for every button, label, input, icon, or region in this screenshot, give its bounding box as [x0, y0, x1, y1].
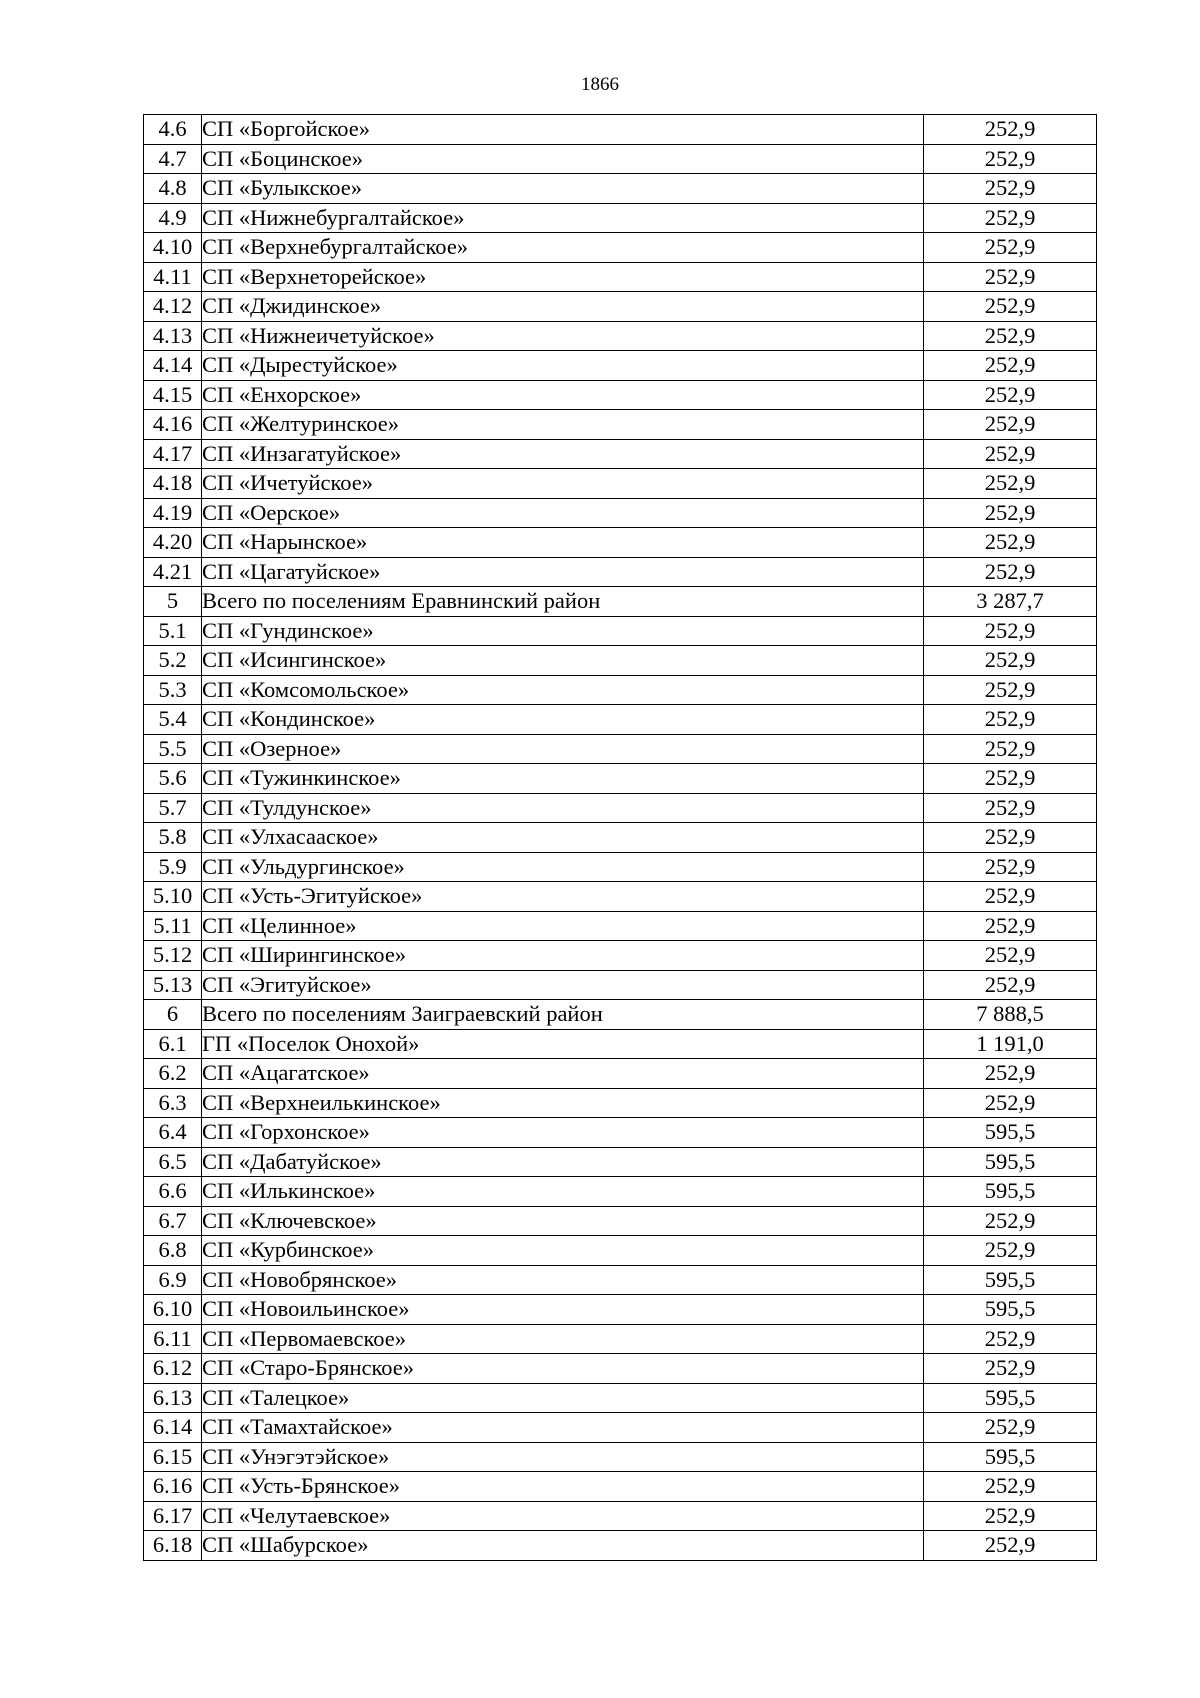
row-number-cell: 5.4 [144, 705, 202, 735]
settlement-name-cell: СП «Ацагатское» [202, 1059, 924, 1089]
amount-cell: 252,9 [924, 675, 1097, 705]
row-number-cell: 6.16 [144, 1472, 202, 1502]
settlement-name-cell: СП «Дырестуйское» [202, 351, 924, 381]
settlement-name-cell: ГП «Поселок Онохой» [202, 1029, 924, 1059]
row-number-cell: 6.15 [144, 1442, 202, 1472]
table-row [144, 970, 1097, 1000]
row-number-cell: 6.3 [144, 1088, 202, 1118]
row-number-cell: 6.2 [144, 1059, 202, 1089]
table-row [144, 321, 1097, 351]
row-number-cell: 5.9 [144, 852, 202, 882]
amount-cell: 252,9 [924, 1236, 1097, 1266]
amount-cell: 252,9 [924, 498, 1097, 528]
settlement-name-cell: СП «Нарынское» [202, 528, 924, 558]
row-number-cell: 4.18 [144, 469, 202, 499]
settlement-name-cell: СП «Эгитуйское» [202, 970, 924, 1000]
settlement-name-cell: СП «Оерское» [202, 498, 924, 528]
row-number-cell: 5.13 [144, 970, 202, 1000]
amount-cell: 252,9 [924, 262, 1097, 292]
row-number-cell: 6.17 [144, 1501, 202, 1531]
settlement-name-cell: СП «Комсомольское» [202, 675, 924, 705]
table-row [144, 941, 1097, 971]
table-row [144, 203, 1097, 233]
settlement-name-cell: СП «Илькинское» [202, 1177, 924, 1207]
amount-cell: 7 888,5 [924, 1000, 1097, 1030]
table-row [144, 1531, 1097, 1561]
row-number-cell: 6.11 [144, 1324, 202, 1354]
row-number-cell: 6.9 [144, 1265, 202, 1295]
table-body [144, 115, 1097, 1561]
row-number-cell: 5.2 [144, 646, 202, 676]
table-row [144, 528, 1097, 558]
amount-cell: 595,5 [924, 1265, 1097, 1295]
amount-cell: 252,9 [924, 1472, 1097, 1502]
table-row [144, 1118, 1097, 1148]
amount-cell: 252,9 [924, 233, 1097, 263]
table-row [144, 1442, 1097, 1472]
row-number-cell: 4.8 [144, 174, 202, 204]
settlement-name-cell: СП «Шабурское» [202, 1531, 924, 1561]
row-number-cell: 6 [144, 1000, 202, 1030]
table-row [144, 1501, 1097, 1531]
settlement-name-cell: СП «Верхнеторейское» [202, 262, 924, 292]
settlement-name-cell: СП «Челутаевское» [202, 1501, 924, 1531]
table-row [144, 705, 1097, 735]
amount-cell: 252,9 [924, 410, 1097, 440]
table-row [144, 734, 1097, 764]
settlement-name-cell: СП «Тамахтайское» [202, 1413, 924, 1443]
settlement-name-cell: СП «Нижнебургалтайское» [202, 203, 924, 233]
row-number-cell: 4.17 [144, 439, 202, 469]
table-row [144, 911, 1097, 941]
amount-cell: 252,9 [924, 380, 1097, 410]
settlement-name-cell: СП «Горхонское» [202, 1118, 924, 1148]
table-row [144, 1236, 1097, 1266]
amount-cell: 252,9 [924, 823, 1097, 853]
table-row [144, 882, 1097, 912]
row-number-cell: 5.11 [144, 911, 202, 941]
amount-cell: 252,9 [924, 174, 1097, 204]
settlement-name-cell: СП «Боргойское» [202, 115, 924, 145]
amount-cell: 595,5 [924, 1383, 1097, 1413]
table-row [144, 1000, 1097, 1030]
amount-cell: 252,9 [924, 793, 1097, 823]
amount-cell: 252,9 [924, 321, 1097, 351]
settlement-name-cell: СП «Дабатуйское» [202, 1147, 924, 1177]
settlement-name-cell: СП «Целинное» [202, 911, 924, 941]
table-row [144, 1383, 1097, 1413]
row-number-cell: 6.8 [144, 1236, 202, 1266]
row-number-cell: 5.10 [144, 882, 202, 912]
row-number-cell: 5.7 [144, 793, 202, 823]
row-number-cell: 4.12 [144, 292, 202, 322]
table-row [144, 587, 1097, 617]
amount-cell: 3 287,7 [924, 587, 1097, 617]
amount-cell: 252,9 [924, 439, 1097, 469]
settlement-name-cell: СП «Курбинское» [202, 1236, 924, 1266]
table-row [144, 144, 1097, 174]
settlement-name-cell: СП «Цагатуйское» [202, 557, 924, 587]
row-number-cell: 6.14 [144, 1413, 202, 1443]
row-number-cell: 4.15 [144, 380, 202, 410]
amount-cell: 252,9 [924, 970, 1097, 1000]
settlement-name-cell: СП «Ширингинское» [202, 941, 924, 971]
table-row [144, 1088, 1097, 1118]
row-number-cell: 5.5 [144, 734, 202, 764]
table-row [144, 852, 1097, 882]
row-number-cell: 6.4 [144, 1118, 202, 1148]
amount-cell: 252,9 [924, 1413, 1097, 1443]
row-number-cell: 5.8 [144, 823, 202, 853]
table-row [144, 1295, 1097, 1325]
settlement-name-cell: Всего по поселениям Заиграевский район [202, 1000, 924, 1030]
table-row [144, 1472, 1097, 1502]
settlement-name-cell: Всего по поселениям Еравнинский район [202, 587, 924, 617]
table-row [144, 1059, 1097, 1089]
settlement-name-cell: СП «Первомаевское» [202, 1324, 924, 1354]
amount-cell: 252,9 [924, 115, 1097, 145]
row-number-cell: 4.21 [144, 557, 202, 587]
table-row [144, 764, 1097, 794]
row-number-cell: 4.7 [144, 144, 202, 174]
table-row [144, 1354, 1097, 1384]
table-row [144, 292, 1097, 322]
amount-cell: 252,9 [924, 469, 1097, 499]
row-number-cell: 4.13 [144, 321, 202, 351]
row-number-cell: 6.18 [144, 1531, 202, 1561]
table-row [144, 616, 1097, 646]
settlement-name-cell: СП «Булыкское» [202, 174, 924, 204]
table-row [144, 115, 1097, 145]
row-number-cell: 4.9 [144, 203, 202, 233]
table-row [144, 410, 1097, 440]
amount-cell: 252,9 [924, 1501, 1097, 1531]
amount-cell: 252,9 [924, 1088, 1097, 1118]
settlement-name-cell: СП «Унэгэтэйское» [202, 1442, 924, 1472]
table-row [144, 262, 1097, 292]
settlement-name-cell: СП «Джидинское» [202, 292, 924, 322]
row-number-cell: 4.10 [144, 233, 202, 263]
row-number-cell: 6.5 [144, 1147, 202, 1177]
table-row [144, 646, 1097, 676]
settlement-name-cell: СП «Енхорское» [202, 380, 924, 410]
settlement-name-cell: СП «Исингинское» [202, 646, 924, 676]
settlement-name-cell: СП «Гундинское» [202, 616, 924, 646]
page-number: 1866 [581, 74, 619, 95]
table-row [144, 233, 1097, 263]
row-number-cell: 4.11 [144, 262, 202, 292]
amount-cell: 1 191,0 [924, 1029, 1097, 1059]
row-number-cell: 6.10 [144, 1295, 202, 1325]
row-number-cell: 5.3 [144, 675, 202, 705]
amount-cell: 252,9 [924, 1354, 1097, 1384]
settlement-name-cell: СП «Талецкое» [202, 1383, 924, 1413]
row-number-cell: 6.6 [144, 1177, 202, 1207]
amount-cell: 252,9 [924, 911, 1097, 941]
settlement-name-cell: СП «Ульдургинское» [202, 852, 924, 882]
row-number-cell: 4.6 [144, 115, 202, 145]
amount-cell: 252,9 [924, 1531, 1097, 1561]
table-row [144, 1324, 1097, 1354]
settlement-name-cell: СП «Улхасаaское» [202, 823, 924, 853]
amount-cell: 252,9 [924, 1324, 1097, 1354]
amount-cell: 252,9 [924, 882, 1097, 912]
table-row [144, 793, 1097, 823]
table-row [144, 380, 1097, 410]
amount-cell: 252,9 [924, 646, 1097, 676]
amount-cell: 252,9 [924, 203, 1097, 233]
row-number-cell: 6.7 [144, 1206, 202, 1236]
settlement-name-cell: СП «Тулдунское» [202, 793, 924, 823]
row-number-cell: 4.20 [144, 528, 202, 558]
amount-cell: 252,9 [924, 941, 1097, 971]
table-row [144, 823, 1097, 853]
amount-cell: 595,5 [924, 1442, 1097, 1472]
row-number-cell: 4.16 [144, 410, 202, 440]
settlement-name-cell: СП «Боцинское» [202, 144, 924, 174]
row-number-cell: 4.14 [144, 351, 202, 381]
table-row [144, 1413, 1097, 1443]
settlement-name-cell: СП «Тужинкинское» [202, 764, 924, 794]
table-row [144, 1177, 1097, 1207]
table-row [144, 1265, 1097, 1295]
amount-cell: 595,5 [924, 1177, 1097, 1207]
settlement-name-cell: СП «Верхнебургалтайское» [202, 233, 924, 263]
settlement-name-cell: СП «Усть-Эгитуйское» [202, 882, 924, 912]
amount-cell: 252,9 [924, 616, 1097, 646]
amount-cell: 252,9 [924, 351, 1097, 381]
row-number-cell: 5.1 [144, 616, 202, 646]
settlement-name-cell: СП «Верхнеилькинское» [202, 1088, 924, 1118]
amount-cell: 252,9 [924, 705, 1097, 735]
settlement-name-cell: СП «Ичетуйское» [202, 469, 924, 499]
amount-cell: 595,5 [924, 1295, 1097, 1325]
settlement-name-cell: СП «Новоильинское» [202, 1295, 924, 1325]
amount-cell: 252,9 [924, 557, 1097, 587]
row-number-cell: 6.12 [144, 1354, 202, 1384]
settlement-name-cell: СП «Желтуринское» [202, 410, 924, 440]
amount-cell: 252,9 [924, 1059, 1097, 1089]
amount-cell: 252,9 [924, 764, 1097, 794]
row-number-cell: 4.19 [144, 498, 202, 528]
amount-cell: 252,9 [924, 852, 1097, 882]
settlement-name-cell: СП «Озерное» [202, 734, 924, 764]
amount-cell: 595,5 [924, 1147, 1097, 1177]
row-number-cell: 5 [144, 587, 202, 617]
amount-cell: 252,9 [924, 734, 1097, 764]
amount-cell: 252,9 [924, 528, 1097, 558]
table-row [144, 675, 1097, 705]
settlements-table [143, 114, 1097, 1561]
table-row [144, 557, 1097, 587]
table-row [144, 1147, 1097, 1177]
row-number-cell: 6.1 [144, 1029, 202, 1059]
table-row [144, 1206, 1097, 1236]
amount-cell: 595,5 [924, 1118, 1097, 1148]
row-number-cell: 5.12 [144, 941, 202, 971]
settlement-name-cell: СП «Ключевское» [202, 1206, 924, 1236]
table-row [144, 351, 1097, 381]
settlement-name-cell: СП «Кондинское» [202, 705, 924, 735]
row-number-cell: 5.6 [144, 764, 202, 794]
settlement-name-cell: СП «Инзагатуйское» [202, 439, 924, 469]
table-row [144, 439, 1097, 469]
settlement-name-cell: СП «Нижнеичетуйское» [202, 321, 924, 351]
settlement-name-cell: СП «Усть-Брянское» [202, 1472, 924, 1502]
table-row [144, 469, 1097, 499]
row-number-cell: 6.13 [144, 1383, 202, 1413]
table-row [144, 174, 1097, 204]
settlement-name-cell: СП «Новобрянское» [202, 1265, 924, 1295]
table-row [144, 498, 1097, 528]
amount-cell: 252,9 [924, 292, 1097, 322]
amount-cell: 252,9 [924, 144, 1097, 174]
amount-cell: 252,9 [924, 1206, 1097, 1236]
table-row [144, 1029, 1097, 1059]
settlement-name-cell: СП «Старо-Брянское» [202, 1354, 924, 1384]
